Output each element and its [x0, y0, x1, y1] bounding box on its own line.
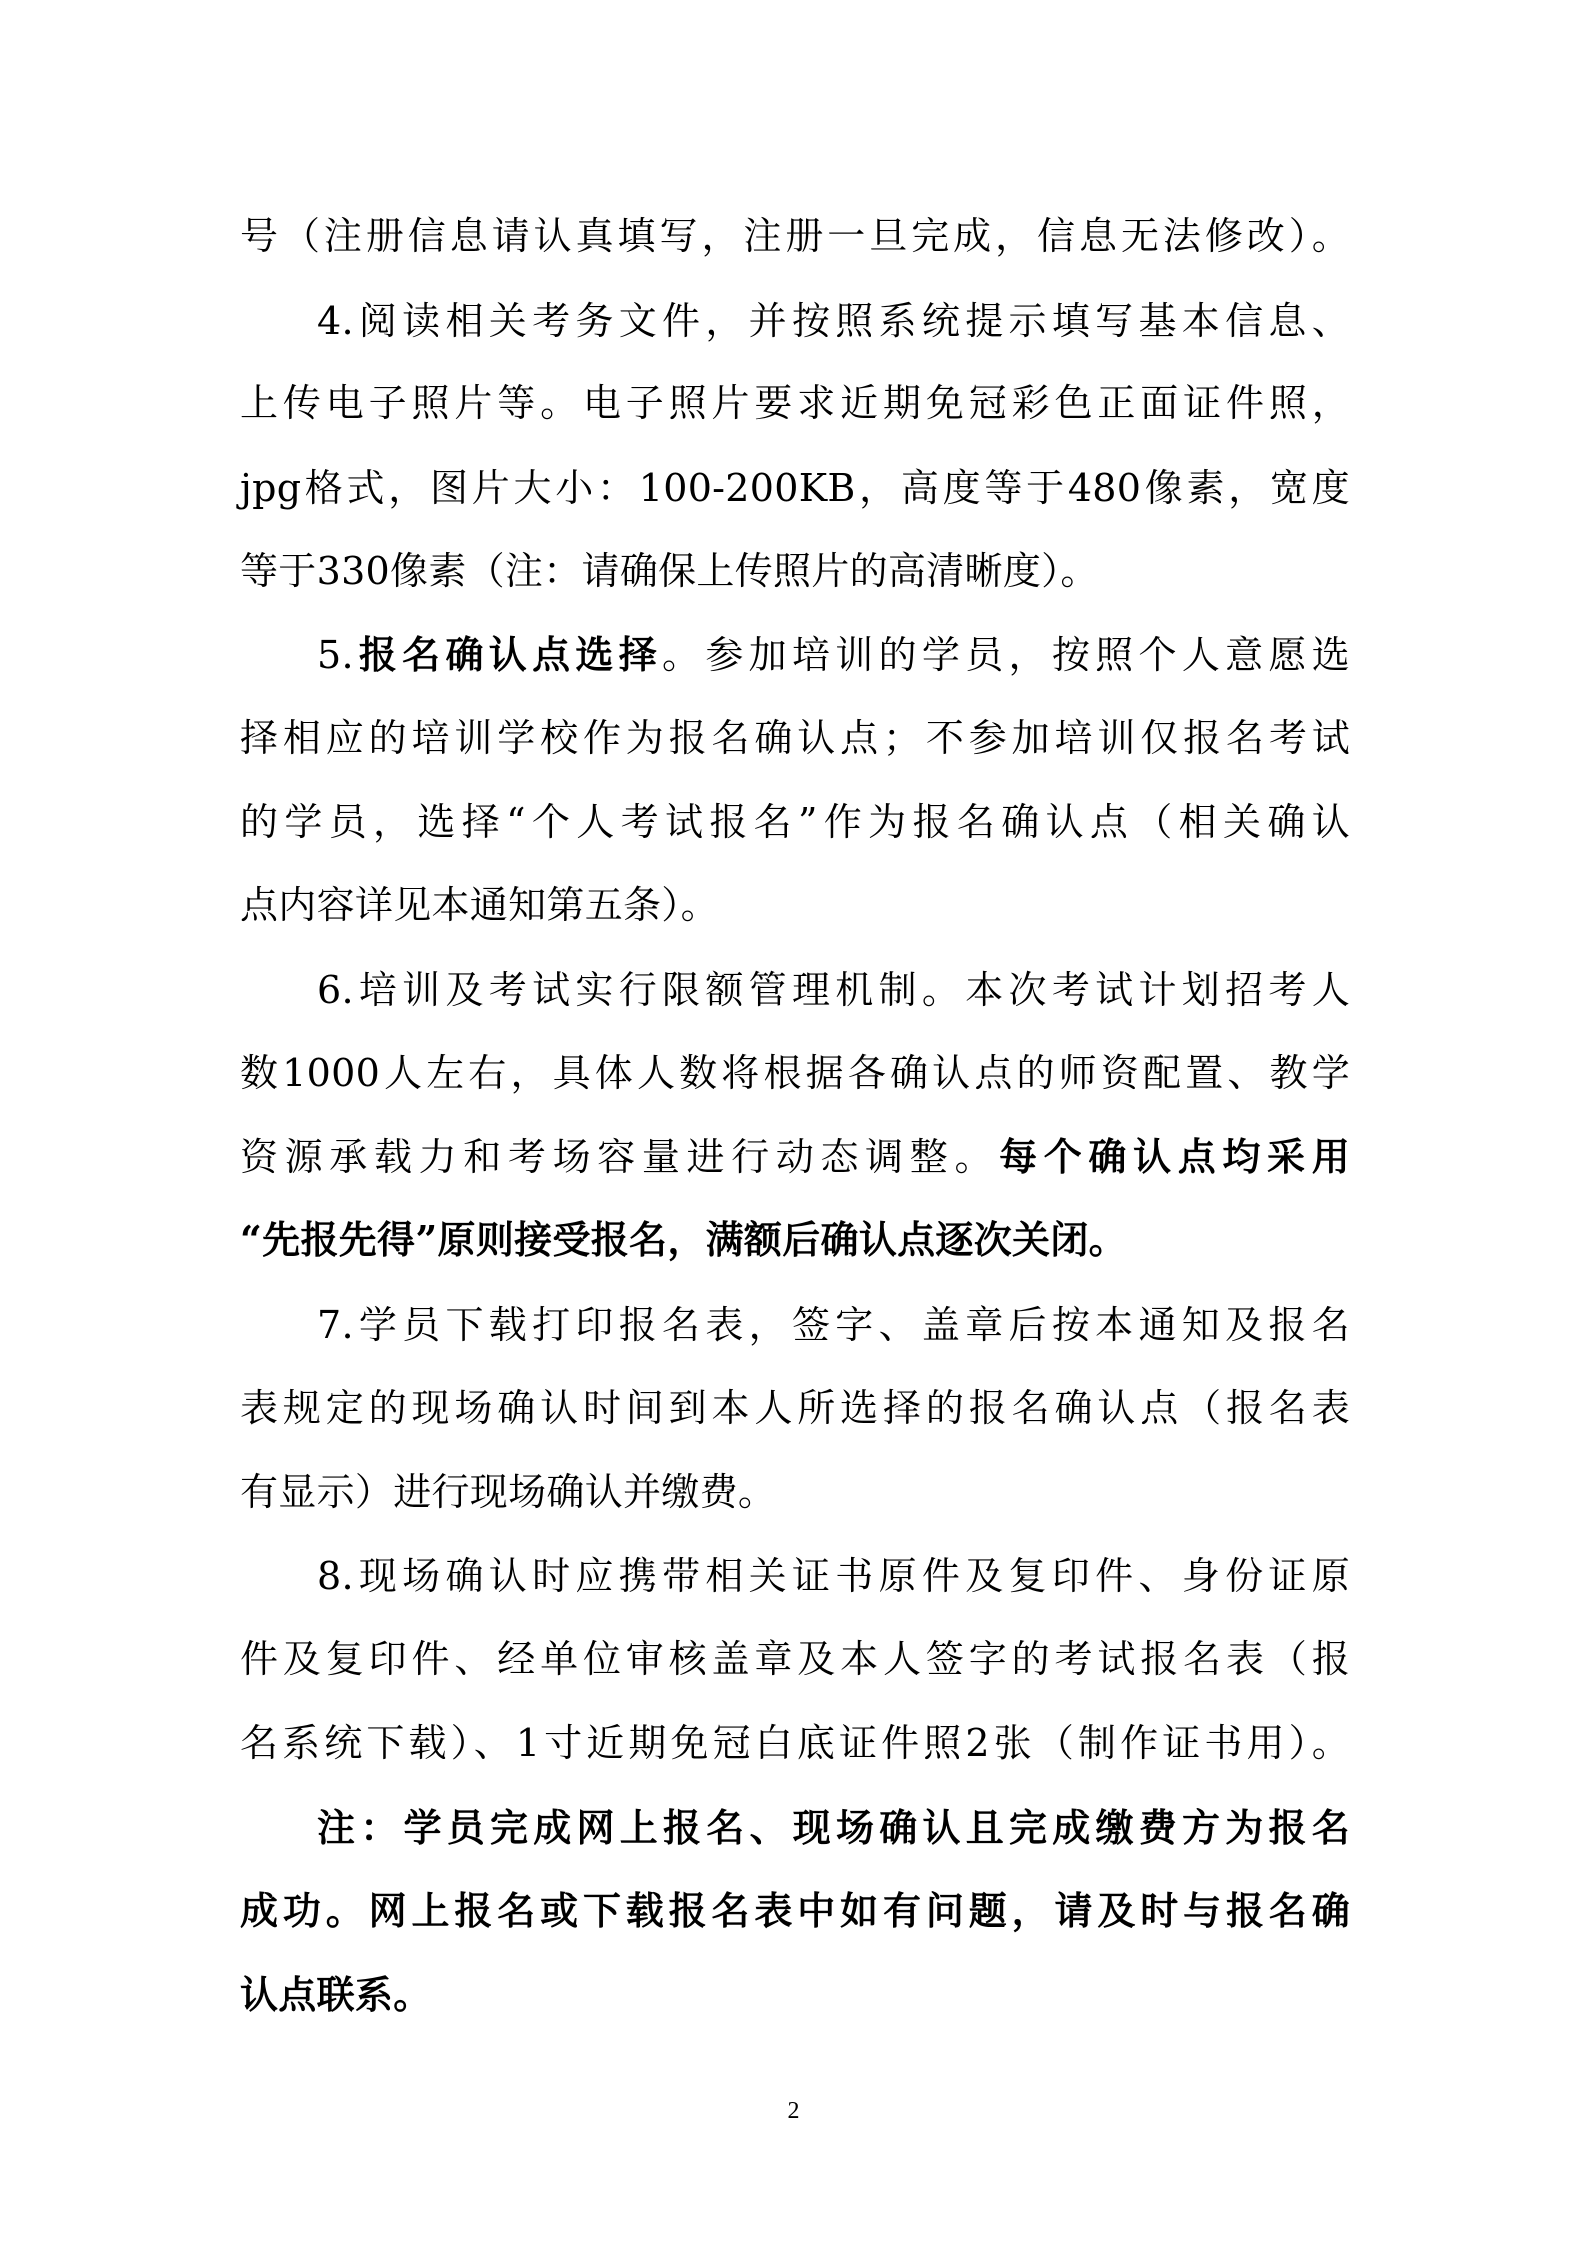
bold-segment: 注：学员完成网上报名、现场确认且完成缴费方为报名: [317, 1805, 1350, 1850]
bold-segment: 认点联系。: [240, 1972, 432, 2017]
bold-segment: 成功。网上报名或下载报名表中如有问题，请及时与报名确: [240, 1888, 1350, 1933]
text-segment: 上传电子照片等。电子照片要求近期免冠彩色正面证件照，: [240, 381, 1350, 425]
text-segment: 资源承载力和考场容量进行动态调整。: [240, 1135, 1000, 1179]
text-segment: jpg格式，图片大小：100-200KB，高度等于480像素，宽度: [240, 466, 1350, 510]
text-line: [317, 1803, 1350, 1853]
text-line: [240, 797, 1350, 847]
text-line: [240, 378, 1350, 428]
text-line: [317, 296, 1350, 346]
text-line: [317, 630, 1350, 680]
text-line: [240, 1970, 1350, 2020]
bold-segment: “先报先得”原则接受报名，满额后确认点逐次关闭。: [240, 1217, 1127, 1262]
text-line: [240, 211, 1350, 261]
text-segment: 数1000人左右，具体人数将根据各确认点的师资配置、教学: [240, 1051, 1350, 1095]
text-line: [240, 463, 1350, 513]
text-line: [317, 1551, 1350, 1601]
text-segment: 。参加培训的学员，按照个人意愿选: [662, 633, 1350, 677]
text-segment: 等于330像素（注：请确保上传照片的高清晰度）。: [240, 549, 1099, 593]
text-line: [240, 1215, 1350, 1265]
bold-segment: 报名确认点选择: [353, 632, 663, 677]
text-line: [240, 1634, 1350, 1684]
text-line: [240, 546, 1350, 596]
text-line: [240, 1886, 1350, 1936]
text-segment: 择相应的培训学校作为报名确认点；不参加培训仅报名考试: [240, 716, 1350, 760]
text-segment: 号（注册信息请认真填写，注册一旦完成，信息无法修改）。: [240, 214, 1350, 258]
text-line: [240, 880, 1350, 930]
text-segment: 4.阅读相关考务文件，并按照系统提示填写基本信息、: [317, 299, 1350, 343]
text-segment: 点内容详见本通知第五条）。: [240, 883, 719, 927]
text-segment: 7.学员下载打印报名表，签字、盖章后按本通知及报名: [317, 1303, 1350, 1347]
text-segment: 6.培训及考试实行限额管理机制。本次考试计划招考人: [317, 968, 1350, 1012]
text-line: [240, 713, 1350, 763]
text-line: [240, 1383, 1350, 1433]
text-line: [240, 1048, 1350, 1098]
text-segment: 8.现场确认时应携带相关证书原件及复印件、身份证原: [317, 1554, 1350, 1598]
bold-segment: 每个确认点均采用: [999, 1134, 1351, 1179]
text-segment: 表规定的现场确认时间到本人所选择的报名确认点（报名表: [240, 1386, 1350, 1430]
text-segment: 有显示）进行现场确认并缴费。: [240, 1470, 777, 1514]
text-line: [240, 1718, 1350, 1768]
text-line: [317, 965, 1350, 1015]
page-number: 2: [787, 2098, 800, 2124]
text-segment: 的学员，选择“个人考试报名”作为报名确认点（相关确认: [240, 800, 1350, 844]
text-segment: 5.: [317, 633, 354, 677]
text-line: [240, 1467, 1350, 1517]
text-line: [240, 1132, 1350, 1182]
text-segment: 名系统下载）、1寸近期免冠白底证件照2张（制作证书用）。: [240, 1721, 1350, 1765]
text-line: [317, 1300, 1350, 1350]
text-segment: 件及复印件、经单位审核盖章及本人签字的考试报名表（报: [240, 1637, 1350, 1681]
